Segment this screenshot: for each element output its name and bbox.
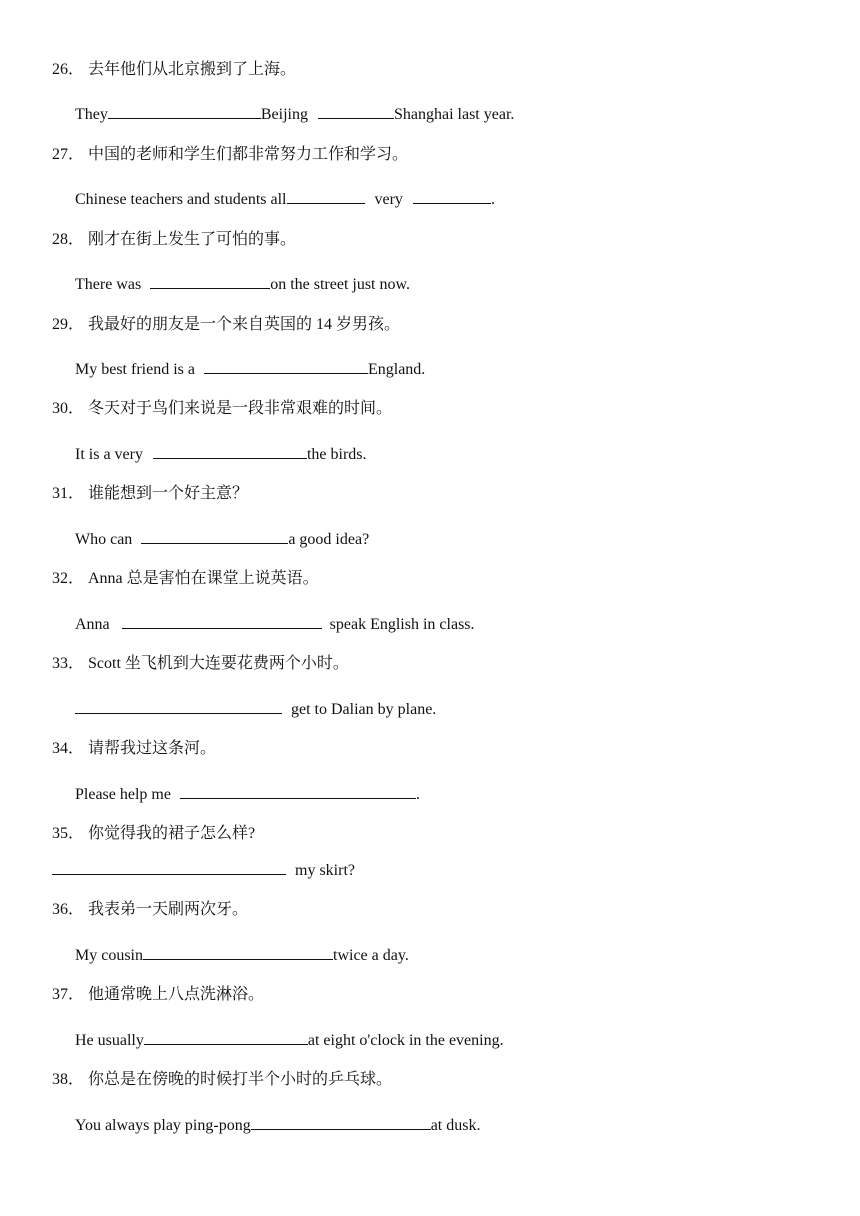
answer-blank[interactable] <box>122 612 322 629</box>
answer-blank[interactable] <box>204 357 368 374</box>
answer-blank[interactable] <box>251 1113 431 1130</box>
question-38-prompt <box>52 1070 392 1090</box>
answer-text: twice a day. <box>333 947 409 964</box>
question-text: 你总是在傍晚的时候打半个小时的乒乓球。 <box>88 1071 393 1088</box>
answer-blank[interactable] <box>144 1028 308 1045</box>
answer-blank[interactable] <box>287 187 365 204</box>
answer-blank[interactable] <box>108 102 261 119</box>
answer-text: get to Dalian by plane. <box>291 701 437 718</box>
answer-text: Who can <box>75 531 133 548</box>
question-35-prompt <box>52 824 255 844</box>
question-32-answer <box>75 612 475 632</box>
question-number: 28． <box>52 231 85 248</box>
answer-text: Please help me <box>75 786 171 803</box>
answer-text: . <box>415 786 420 803</box>
question-29-answer <box>75 357 425 377</box>
question-number: 38． <box>52 1071 85 1088</box>
question-34-prompt <box>52 739 216 759</box>
answer-blank[interactable] <box>150 272 270 289</box>
answer-blank[interactable] <box>75 697 282 714</box>
answer-text: He usually <box>75 1032 144 1049</box>
question-text: 我表弟一天刷两次牙。 <box>88 901 249 918</box>
question-text: Anna 总是害怕在课堂上说英语。 <box>88 570 319 587</box>
question-text: 刚才在街上发生了可怕的事。 <box>88 231 297 248</box>
question-36-answer <box>75 943 409 963</box>
answer-text: You always play ping-pong <box>75 1117 251 1134</box>
answer-text: England. <box>367 361 426 378</box>
question-text: 我最好的朋友是一个来自英国的 14 岁男孩。 <box>88 316 401 333</box>
question-number: 32． <box>52 570 85 587</box>
answer-blank[interactable] <box>153 442 307 459</box>
answer-blank[interactable] <box>180 782 416 799</box>
question-number: 30． <box>52 400 85 417</box>
question-35-answer <box>52 858 355 878</box>
answer-text: my skirt? <box>295 862 355 879</box>
question-number: 31． <box>52 485 85 502</box>
answer-blank[interactable] <box>141 527 288 544</box>
question-38-answer <box>75 1113 480 1133</box>
answer-text: speak English in class. <box>329 616 475 633</box>
question-37-prompt <box>52 985 264 1005</box>
answer-text: a good idea? <box>288 531 370 548</box>
answer-text: Beijing <box>260 106 308 123</box>
question-33-prompt <box>52 654 349 674</box>
answer-text: Anna <box>75 616 110 633</box>
answer-text: the birds. <box>306 446 367 463</box>
question-31-prompt <box>52 484 248 504</box>
question-27-answer <box>75 187 495 207</box>
question-34-answer <box>75 782 420 802</box>
answer-text: . <box>490 191 495 208</box>
question-26-answer <box>75 102 514 122</box>
question-29-prompt <box>52 315 400 335</box>
answer-text: at eight o'clock in the evening. <box>307 1032 504 1049</box>
question-26-prompt <box>52 60 296 80</box>
answer-text: Shanghai last year. <box>393 106 515 123</box>
answer-blank[interactable] <box>318 102 394 119</box>
answer-blank[interactable] <box>413 187 491 204</box>
answer-text: very <box>374 191 403 208</box>
question-28-answer <box>75 272 410 292</box>
question-36-prompt <box>52 900 248 920</box>
answer-text: It is a very <box>75 446 143 463</box>
answer-text: at dusk. <box>430 1117 481 1134</box>
question-32-prompt <box>52 569 319 589</box>
question-33-answer <box>75 697 436 717</box>
question-number: 26． <box>52 61 85 78</box>
question-text: Scott 坐飞机到大连要花费两个小时。 <box>88 655 349 672</box>
question-text: 冬天对于鸟们来说是一段非常艰难的时间。 <box>88 400 393 417</box>
question-30-answer <box>75 442 367 462</box>
question-number: 36． <box>52 901 85 918</box>
question-text: 去年他们从北京搬到了上海。 <box>88 61 297 78</box>
question-number: 29． <box>52 316 85 333</box>
question-number: 35． <box>52 825 85 842</box>
answer-blank[interactable] <box>52 858 286 875</box>
question-27-prompt <box>52 145 408 165</box>
question-number: 37． <box>52 986 85 1003</box>
question-31-answer <box>75 527 369 547</box>
question-text: 你觉得我的裙子怎么样? <box>88 825 256 842</box>
question-28-prompt <box>52 230 296 250</box>
answer-text: My best friend is a <box>75 361 195 378</box>
answer-text: They <box>75 106 108 123</box>
answer-text: on the street just now. <box>270 276 411 293</box>
question-37-answer <box>75 1028 504 1048</box>
question-number: 27． <box>52 146 85 163</box>
question-number: 34． <box>52 740 85 757</box>
question-text: 谁能想到一个好主意？ <box>88 485 249 502</box>
question-text: 请帮我过这条河。 <box>88 740 217 757</box>
answer-text: Chinese teachers and students all <box>75 191 287 208</box>
answer-text: There was <box>75 276 142 293</box>
answer-text: My cousin <box>75 947 143 964</box>
question-30-prompt <box>52 399 392 419</box>
question-text: 中国的老师和学生们都非常努力工作和学习。 <box>88 146 409 163</box>
question-number: 33． <box>52 655 85 672</box>
answer-blank[interactable] <box>143 943 333 960</box>
question-text: 他通常晚上八点洗淋浴。 <box>88 986 265 1003</box>
